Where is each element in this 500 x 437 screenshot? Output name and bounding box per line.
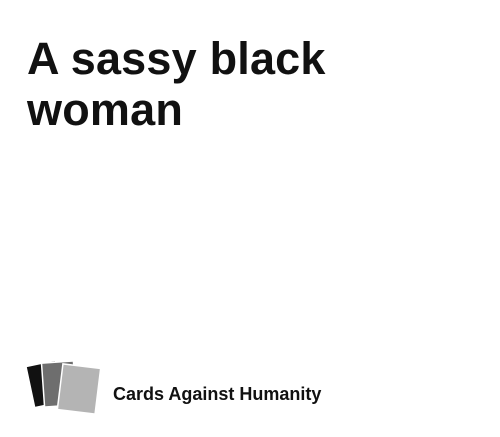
card-stack-icon [26, 357, 110, 417]
brand-name: Cards Against Humanity [113, 384, 322, 404]
card-answer-text: A sassy black woman [27, 33, 326, 135]
logo-card-light [57, 364, 100, 414]
